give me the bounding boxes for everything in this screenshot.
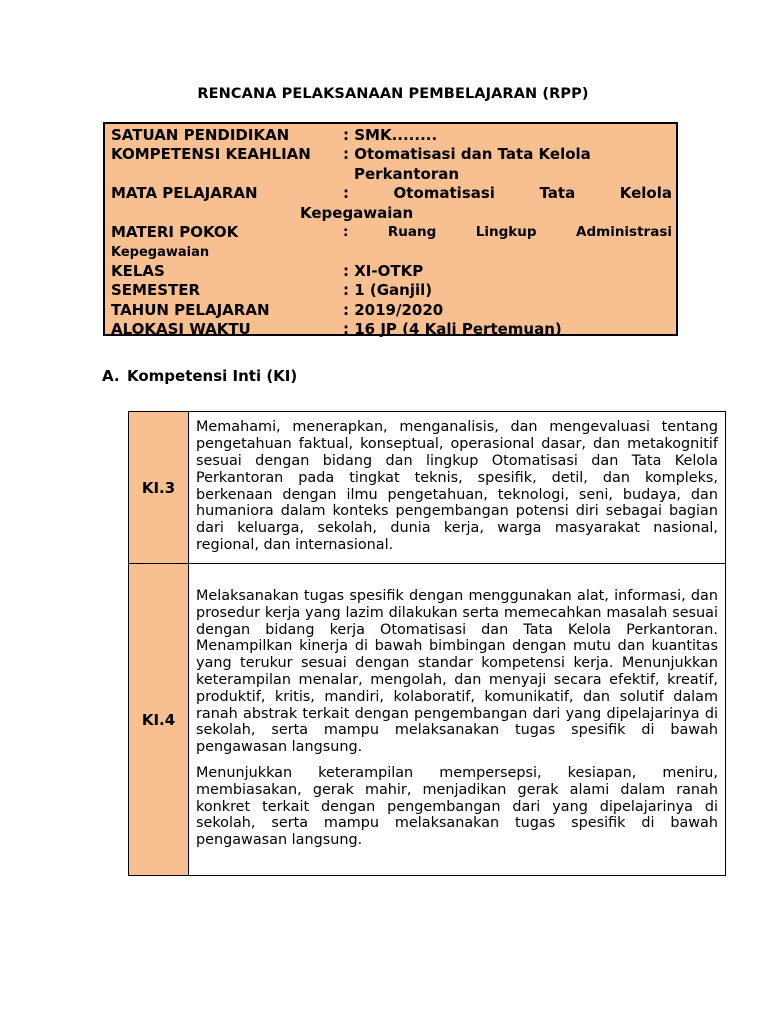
identity-row-mapel <box>111 184 676 203</box>
materi-value-cont: Kepegawaian <box>111 245 210 261</box>
ki-description <box>189 412 726 564</box>
ki-description <box>189 564 726 876</box>
ki-paragraph: Menunjukkan keterampilan mempersepsi, kesiapan, meniru, membiasakan, gerak mahir, menjadikan gerak alami dalam ranah konkret terkait dengan pengembangan dari yang dipelajarinya di sekolah, serta mampu melaksanakan tugas spesifik di bawah pengawasan langsung. <box>196 764 718 849</box>
ki-code: KI.4 <box>129 564 189 876</box>
identity-row-kompetensi <box>111 145 676 164</box>
identity-row-materi <box>111 223 676 242</box>
section-a-title: Kompetensi Inti (KI) <box>127 367 298 385</box>
section-a-letter: A. <box>102 367 120 385</box>
mapel-value-cont: Kepegawaian <box>300 203 414 222</box>
materi-value <box>343 223 672 242</box>
mapel-value <box>343 184 672 203</box>
ki-paragraph: Melaksanakan tugas spesifik dengan menggunakan alat, informasi, dan prosedur kerja yang lazim dilakukan serta memecahkan masalah sesuai dengan bidang kerja Otomatisasi dan Tata Kelola Perkantoran. Menampilkan kinerja di bawah bimbingan dengan mutu dan kuantitas yang terukur sesuai dengan standar kompetensi kerja. Menunjukkan keterampilan menalar, mengolah, dan menyaji secara efektif, kreatif, produktif, kritis, mandiri, kolaboratif, komunikatif, dan solutif dalam ranah abstrak terkait dengan pengembangan dari yang dipelajarinya di sekolah, serta mampu melaksanakan tugas spesifik di bawah pengawasan langsung. <box>196 588 718 756</box>
materi-label: MATERI POKOK <box>111 222 239 241</box>
materi-word-3: Administrasi <box>576 223 672 240</box>
alokasi-value: : 16 JP (4 Kali Pertemuan) <box>343 319 562 338</box>
alokasi-label: ALOKASI WAKTU <box>111 319 251 338</box>
table-row <box>129 412 726 564</box>
identity-box <box>103 122 678 336</box>
section-a-heading <box>102 367 297 385</box>
ki-paragraph: Memahami, menerapkan, menganalisis, dan mengevaluasi tentang pengetahuan faktual, konseptual, operasional dasar, dan metakognitif sesuai dengan bidang dan lingkup Otomatisasi dan Tata Kelola Perkantoran pada tingkat teknis, spesifik, detil, dan kompleks, berkenaan dengan ilmu pengetahuan, teknologi, seni, budaya, dan humaniora dalam konteks pengembangan potensi diri sebagai bagian dari keluarga, sekolah, dunia kerja, warga masyarakat nasional, regional, dan internasional. <box>196 419 718 553</box>
materi-colon: : <box>343 223 349 240</box>
identity-row-alokasi <box>111 320 676 339</box>
mapel-word-2: Tata <box>539 184 576 203</box>
ki-code: KI.3 <box>129 412 189 564</box>
identity-row-semester <box>111 281 676 300</box>
kelas-value: : XI-OTKP <box>343 261 424 280</box>
identity-row-tahun <box>111 301 676 320</box>
identity-row-mapel-cont <box>111 204 676 223</box>
kompetensi-value-cont: Perkantoran <box>354 164 460 183</box>
ki-table <box>128 411 726 876</box>
semester-label: SEMESTER <box>111 281 201 300</box>
materi-word-2: Lingkup <box>475 223 537 240</box>
identity-row-kompetensi-cont <box>111 165 676 184</box>
kompetensi-value: : Otomatisasi dan Tata Kelola <box>343 145 591 164</box>
materi-word-1: Ruang <box>387 223 437 240</box>
kompetensi-label: KOMPETENSI KEAHLIAN <box>111 145 311 164</box>
identity-row-materi-cont <box>111 242 676 261</box>
identity-row-satuan <box>111 126 676 145</box>
semester-value: : 1 (Ganjil) <box>343 281 433 300</box>
identity-row-kelas <box>111 262 676 281</box>
mapel-colon: : <box>343 184 349 203</box>
document-title: RENCANA PELAKSANAAN PEMBELAJARAN (RPP) <box>197 86 589 102</box>
satuan-label: SATUAN PENDIDIKAN <box>111 126 290 144</box>
tahun-value: : 2019/2020 <box>343 300 444 319</box>
mapel-word-1: Otomatisasi <box>393 184 495 203</box>
mapel-word-3: Kelola <box>619 184 672 203</box>
satuan-value: : SMK........ <box>343 126 438 144</box>
kelas-label: KELAS <box>111 261 165 280</box>
tahun-label: TAHUN PELAJARAN <box>111 300 270 319</box>
mapel-label: MATA PELAJARAN <box>111 184 258 203</box>
table-row <box>129 564 726 876</box>
